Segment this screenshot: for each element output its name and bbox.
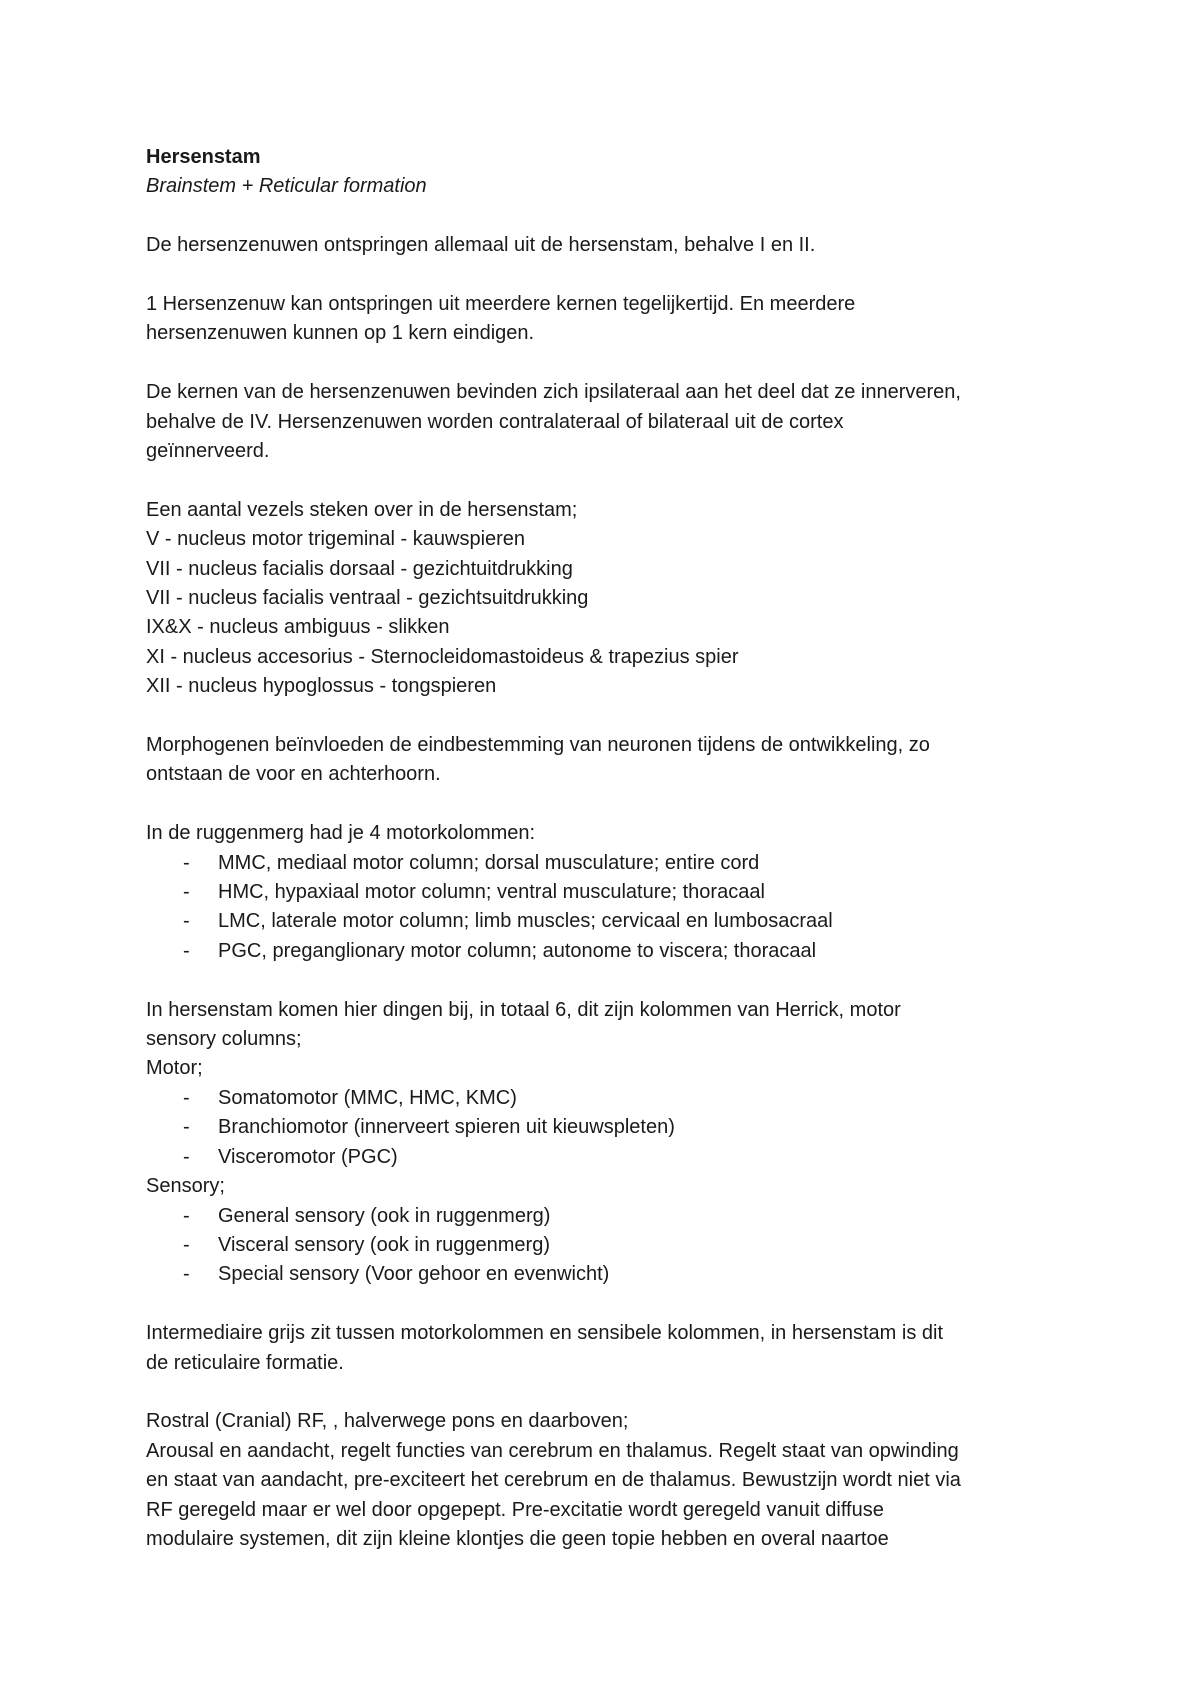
paragraph-line: Arousal en aandacht, regelt functies van cerebrum en thalamus. Regelt staat van opwinding: [146, 1439, 959, 1462]
bullet-dash: -: [183, 910, 190, 933]
bullet-dash: -: [183, 881, 190, 904]
list-item: [146, 907, 1066, 936]
bullet-dash: -: [183, 1263, 190, 1286]
list-item: [146, 1202, 1066, 1231]
nerve-line: VII - nucleus facialis ventraal - gezichtsuitdrukking: [146, 587, 589, 610]
list-item: [146, 1260, 1066, 1289]
paragraph-line: Intermediaire grijs zit tussen motorkolommen en sensibele kolommen, in hersenstam is dit: [146, 1322, 944, 1345]
paragraph-line: hersenzenuwen kunnen op 1 kern eindigen.: [146, 322, 535, 345]
nerve-line: IX&X - nucleus ambiguus - slikken: [146, 616, 450, 639]
bullet-dash: -: [183, 1086, 190, 1109]
bullet-dash: -: [183, 1233, 190, 1256]
paragraph-line: ontstaan de voor en achterhoorn.: [146, 763, 441, 786]
list-item: [146, 849, 1066, 878]
document-subtitle: Brainstem + Reticular formation: [146, 175, 427, 198]
sensory-label: Sensory;: [146, 1175, 225, 1198]
bullet-dash: -: [183, 1204, 190, 1227]
nerve-line: VII - nucleus facialis dorsaal - gezichtuitdrukking: [146, 557, 573, 580]
list-item-text: Visceral sensory (ook in ruggenmerg): [218, 1233, 551, 1256]
list-item: [146, 1113, 1066, 1142]
list-item-text: LMC, laterale motor column; limb muscles; cervicaal en lumbosacraal: [218, 910, 833, 933]
paragraph-line: en staat van aandacht, pre-exciteert het cerebrum en de thalamus. Bewustzijn wordt niet via: [146, 1469, 961, 1492]
paragraph-line: 1 Hersenzenuw kan ontspringen uit meerdere kernen tegelijkertijd. En meerdere: [146, 293, 856, 315]
bullet-dash: -: [183, 851, 190, 874]
paragraph-line: behalve de IV. Hersenzenuwen worden contralateraal of bilateraal uit de cortex: [146, 410, 844, 433]
paragraph-line: modulaire systemen, dit zijn kleine klontjes die geen topie hebben en overal naartoe: [146, 1527, 889, 1550]
paragraph-line: geïnnerveerd.: [146, 440, 270, 463]
paragraph-line: de reticulaire formatie.: [146, 1351, 344, 1374]
list-item-text: Branchiomotor (innerveert spieren uit kieuwspleten): [218, 1116, 675, 1139]
list-intro: In de ruggenmerg had je 4 motorkolommen:: [146, 822, 536, 845]
list-item: [146, 1231, 1066, 1260]
list-item-text: MMC, mediaal motor column; dorsal musculature; entire cord: [218, 851, 760, 874]
list-item: [146, 1143, 1066, 1172]
list-item-text: Somatomotor (MMC, HMC, KMC): [218, 1086, 517, 1109]
paragraph-line: De kernen van de hersenzenuwen bevinden zich ipsilateraal aan het deel dat ze innerveren,: [146, 381, 961, 404]
list-item: [146, 1084, 1066, 1113]
list-item-text: HMC, hypaxiaal motor column; ventral musculature; thoracaal: [218, 881, 765, 904]
document-page: [146, 143, 1066, 1554]
nerve-line: V - nucleus motor trigeminal - kauwspieren: [146, 528, 526, 551]
nerve-line: XII - nucleus hypoglossus - tongspieren: [146, 675, 497, 698]
paragraph-line: In hersenstam komen hier dingen bij, in totaal 6, dit zijn kolommen van Herrick, motor: [146, 998, 901, 1021]
bullet-dash: -: [183, 1145, 190, 1168]
nerve-line: XI - nucleus accesorius - Sternocleidomastoideus & trapezius spier: [146, 645, 739, 668]
list-item-text: Visceromotor (PGC): [218, 1145, 398, 1168]
document-title: Hersenstam: [146, 146, 261, 168]
paragraph-line: Morphogenen beïnvloeden de eindbestemming van neuronen tijdens de ontwikkeling, zo: [146, 734, 930, 757]
list-item-text: Special sensory (Voor gehoor en evenwicht): [218, 1263, 610, 1286]
bullet-dash: -: [183, 939, 190, 962]
list-item: [146, 937, 1066, 966]
bullet-dash: -: [183, 1116, 190, 1139]
paragraph-line: Rostral (Cranial) RF, , halverwege pons en daarboven;: [146, 1410, 629, 1433]
list-item: [146, 878, 1066, 907]
paragraph: De hersenzenuwen ontspringen allemaal uit de hersenstam, behalve I en II.: [146, 234, 816, 257]
list-item-text: General sensory (ook in ruggenmerg): [218, 1204, 551, 1227]
paragraph-line: sensory columns;: [146, 1028, 302, 1051]
paragraph-line: RF geregeld maar er wel door opgepept. Pre-excitatie wordt geregeld vanuit diffuse: [146, 1498, 884, 1521]
motor-label: Motor;: [146, 1057, 203, 1080]
paragraph-line: Een aantal vezels steken over in de hersenstam;: [146, 498, 578, 521]
list-item-text: PGC, preganglionary motor column; autonome to viscera; thoracaal: [218, 939, 817, 962]
